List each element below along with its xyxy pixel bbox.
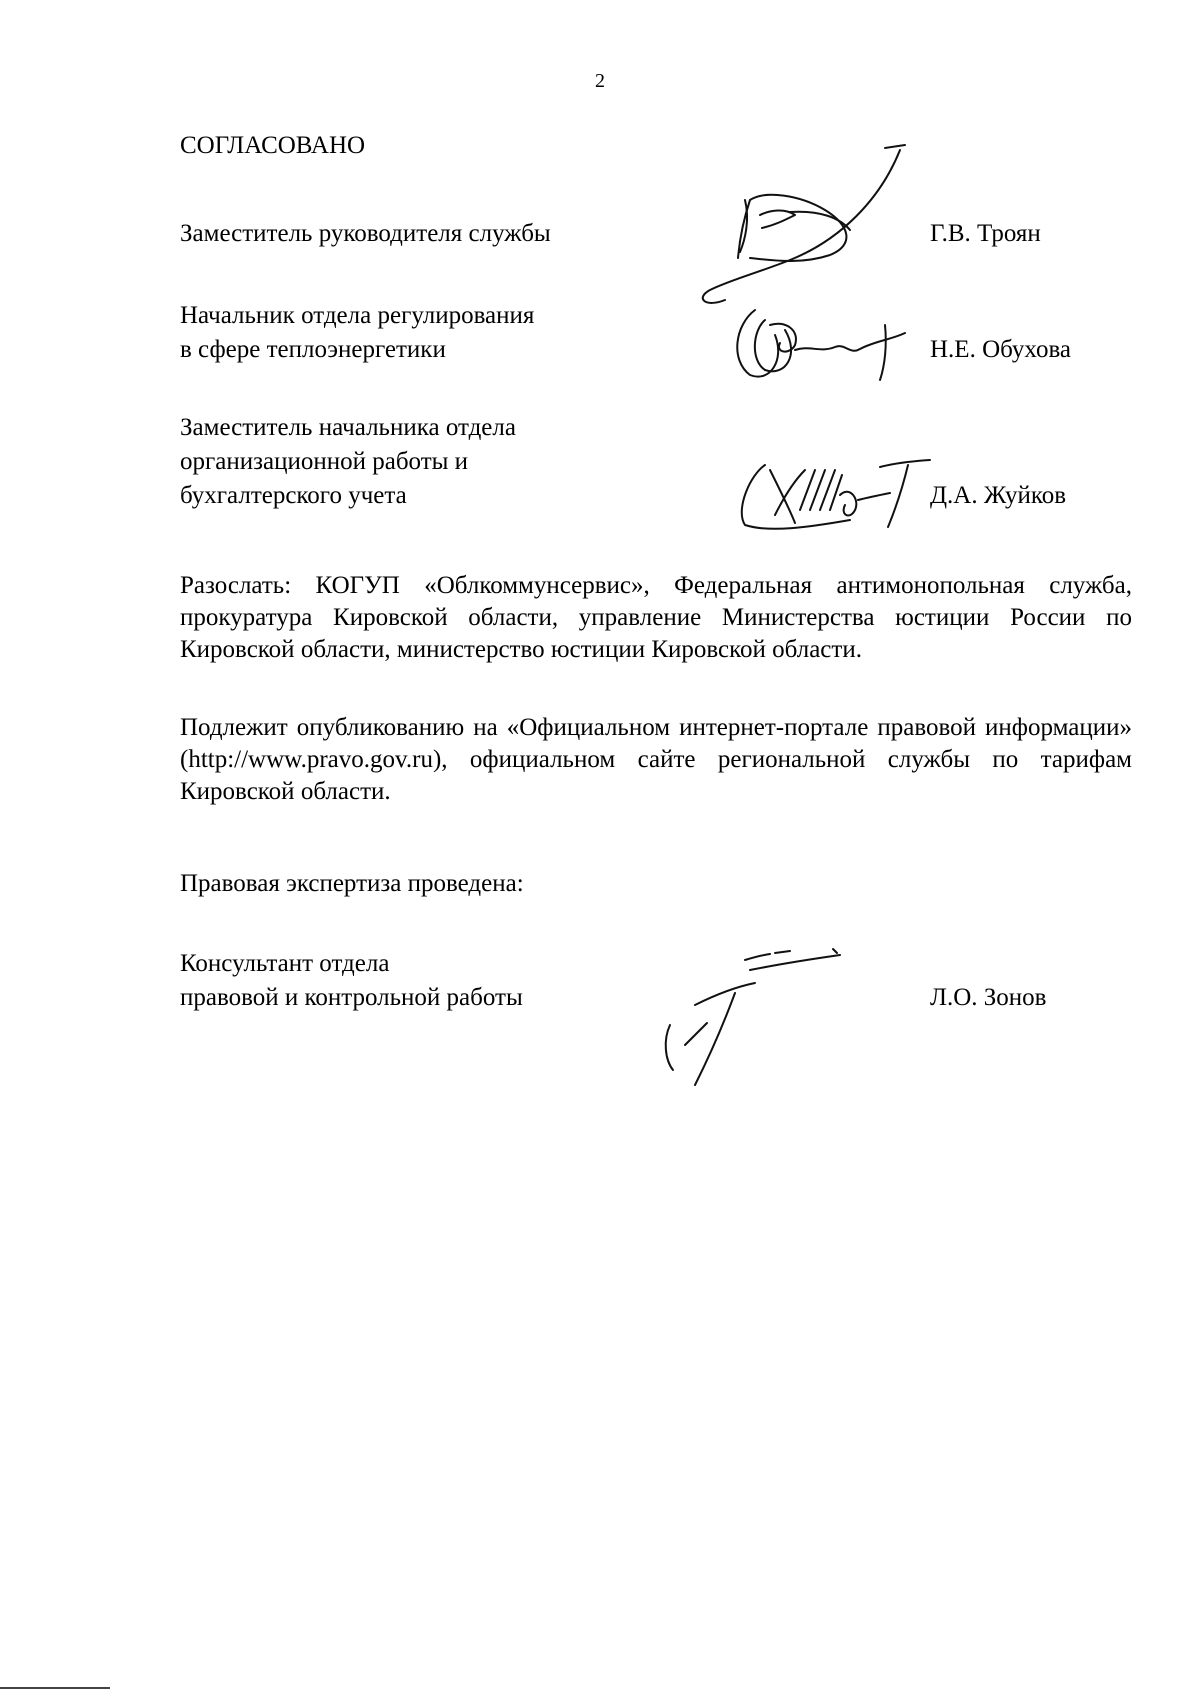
page-number: 2 (595, 70, 605, 92)
approval-heading: СОГЛАСОВАНО (180, 132, 366, 159)
legal-review-name: Л.О. Зонов (930, 984, 1047, 1011)
signatory-2-position-line-1: Начальник отдела регулирования (180, 302, 535, 329)
signature-2-image (725, 305, 915, 385)
legal-review-heading: Правовая экспертиза проведена: (180, 870, 524, 897)
legal-review-position-line-2: правовой и контрольной работы (180, 984, 523, 1011)
signatory-1-position: Заместитель руководителя службы (180, 220, 551, 247)
signature-3-image (730, 455, 935, 535)
signatory-2-name: Н.Е. Обухова (930, 336, 1072, 363)
signatory-3-position-line-1: Заместитель начальника отдела (180, 414, 516, 441)
signatory-2-position-line-2: в сфере теплоэнергетики (180, 336, 446, 363)
signatory-3-position-line-3: бухгалтерского учета (180, 482, 407, 509)
signature-1-image (690, 140, 930, 315)
signatory-3-name: Д.А. Жуйков (930, 482, 1067, 509)
distribution-paragraph: Разослать: КОГУП «Облкоммунсервис», Федеральная антимонопольная служба, прокуратура Кировской области, управление Министерства юстиции России по Кировской области, министерство юстиции Кировской области. (180, 572, 1132, 663)
signature-4-image (655, 945, 855, 1095)
signatory-1-name: Г.В. Троян (930, 220, 1041, 247)
publication-paragraph: Подлежит опубликованию на «Официальном интернет-портале правовой информации» (http://www.pravo.gov.ru), официальном сайте региональной службы по тарифам Кировской области. (180, 714, 1132, 805)
signatory-3-position-line-2: организационной работы и (180, 448, 469, 475)
legal-review-position-line-1: Консультант отдела (180, 950, 390, 977)
scan-edge-mark (0, 1687, 110, 1689)
